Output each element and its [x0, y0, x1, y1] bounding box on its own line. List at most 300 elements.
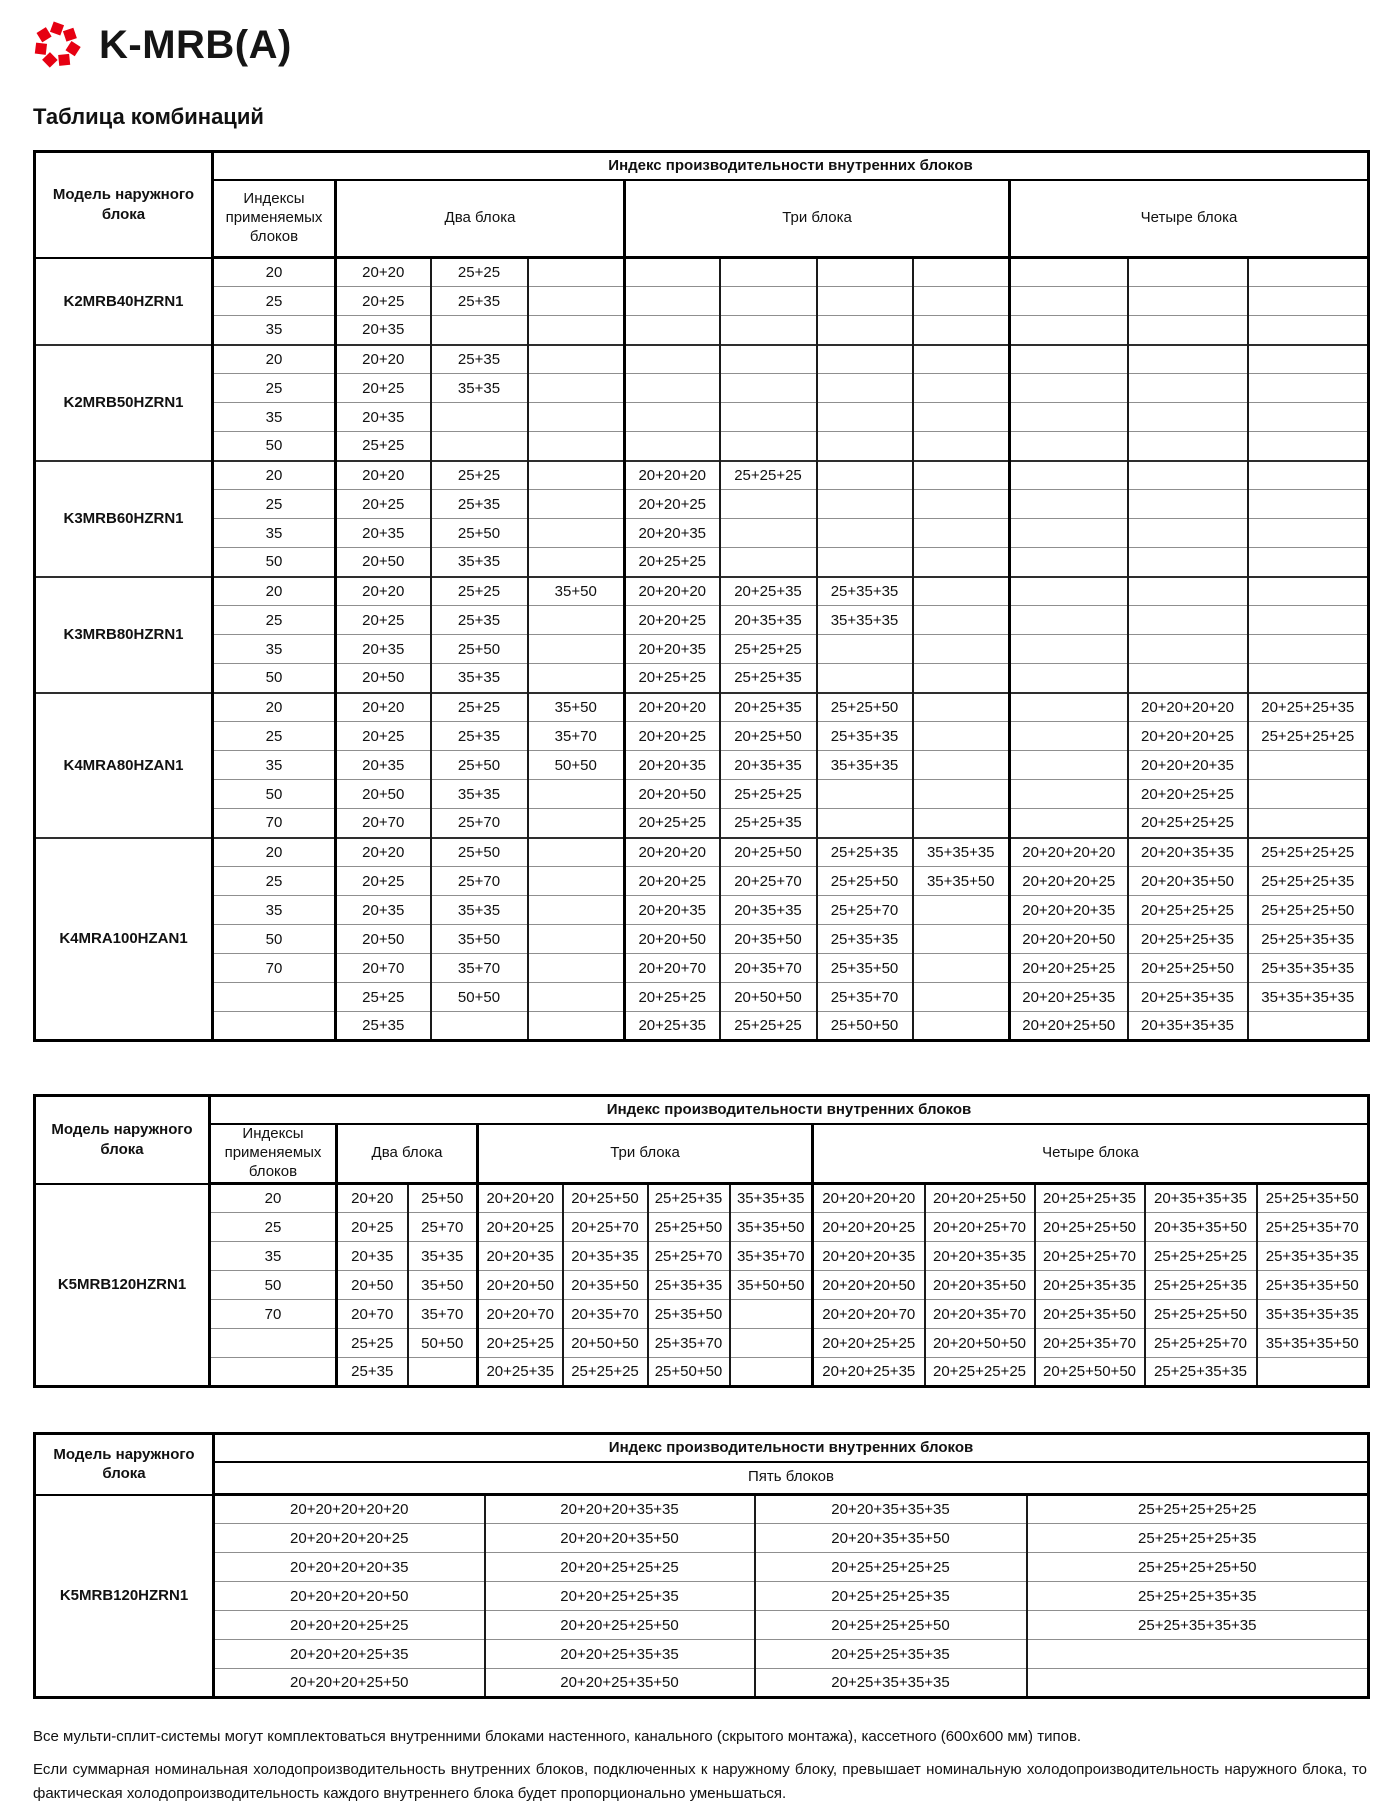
combo-cell: 20+25+25+35	[1128, 925, 1248, 954]
combo-cell: 20+20+20+35	[1128, 751, 1248, 780]
model-cell: K5MRB120HZRN1	[35, 1184, 210, 1387]
combo-cell	[1248, 432, 1369, 461]
combo-cell	[625, 374, 720, 403]
table-row	[35, 258, 1369, 287]
combo-cell	[720, 490, 817, 519]
combo-cell: 20+20+25	[625, 867, 720, 896]
combo-cell	[1248, 490, 1369, 519]
combo-cell	[528, 432, 625, 461]
combo-cell	[1128, 287, 1248, 316]
table-row	[35, 1271, 1369, 1300]
combo-cell	[1010, 780, 1128, 809]
combo-cell	[913, 374, 1010, 403]
combo-cell	[1128, 461, 1248, 490]
combo-cell	[625, 403, 720, 432]
combo-cell	[1257, 1358, 1369, 1387]
four-blocks-header: Четыре блока	[1010, 180, 1369, 258]
capacity-index-header: Индекс производительности внутренних блоков	[213, 152, 1369, 180]
combo-cell	[817, 635, 913, 664]
combo-cell: 20+20+25+50	[925, 1184, 1035, 1213]
index-cell: 25	[210, 1213, 337, 1242]
combo-cell: 20+20+20+50	[813, 1271, 925, 1300]
applied-index-header: Индексы применяемых блоков	[213, 180, 336, 258]
combo-cell: 35+35+35+50	[1257, 1329, 1369, 1358]
combo-cell: 20+25+25+35	[1035, 1184, 1145, 1213]
combo-cell	[1010, 403, 1128, 432]
model-column-header: Модель наружного блока	[35, 152, 213, 258]
combo-cell	[1128, 606, 1248, 635]
combo-cell	[913, 722, 1010, 751]
combo-cell	[1010, 635, 1128, 664]
combo-cell: 25+25+25+50	[1248, 896, 1369, 925]
combo-cell: 35+50	[528, 577, 625, 606]
index-cell	[213, 983, 336, 1012]
combo-cell: 20+20	[336, 258, 431, 287]
combo-cell: 20+25+35+35	[1128, 983, 1248, 1012]
combo-cell: 20+35+35	[720, 751, 817, 780]
table-row	[35, 1300, 1369, 1329]
combo-cell: 20+20+25+35+35	[485, 1640, 755, 1669]
combo-cell: 20+25	[337, 1213, 408, 1242]
combo-cell: 20+25	[336, 606, 431, 635]
page-title: Таблица комбинаций	[33, 104, 264, 129]
combo-cell: 25+25	[431, 461, 528, 490]
index-cell: 25	[213, 867, 336, 896]
combo-cell	[528, 519, 625, 548]
combo-cell: 20+25+35	[720, 693, 817, 722]
combo-cell: 20+20+20+25+25	[214, 1611, 485, 1640]
combo-cell	[817, 780, 913, 809]
combo-cell	[625, 345, 720, 374]
combo-cell	[720, 548, 817, 577]
combo-cell	[1248, 809, 1369, 838]
combo-cell	[1128, 374, 1248, 403]
index-cell: 50	[213, 548, 336, 577]
index-cell: 70	[213, 809, 336, 838]
table-row	[35, 345, 1369, 374]
table-row	[35, 1524, 1369, 1553]
model-cell: K4MRA100HZAN1	[35, 838, 213, 1041]
index-cell: 35	[213, 316, 336, 345]
combo-cell: 20+35+35+35	[1128, 1012, 1248, 1041]
combo-cell: 20+25+25+25	[925, 1358, 1035, 1387]
index-cell: 20	[213, 345, 336, 374]
combo-cell	[913, 403, 1010, 432]
combo-cell: 25+35+35+35	[1257, 1242, 1369, 1271]
combo-cell: 20+20+20+70	[813, 1300, 925, 1329]
combination-table-3	[33, 1432, 1370, 1699]
combo-cell: 25+25+25+35	[1248, 867, 1369, 896]
index-cell: 25	[213, 374, 336, 403]
combo-cell: 25+25+25+50	[1145, 1300, 1257, 1329]
table-row	[35, 896, 1369, 925]
combo-cell: 25+25+25+25	[1248, 838, 1369, 867]
combo-cell	[1128, 519, 1248, 548]
index-cell	[210, 1358, 337, 1387]
combo-cell: 25+25+70	[648, 1242, 730, 1271]
combo-cell	[817, 345, 913, 374]
combo-cell	[625, 316, 720, 345]
combo-cell: 25+50	[431, 751, 528, 780]
combo-cell: 25+25+25	[720, 780, 817, 809]
combo-cell	[1248, 1012, 1369, 1041]
combo-cell: 25+35	[337, 1358, 408, 1387]
combo-cell	[1027, 1640, 1369, 1669]
table-row	[35, 1582, 1369, 1611]
index-cell: 35	[213, 519, 336, 548]
combo-cell: 25+35	[431, 345, 528, 374]
combo-cell: 25+25+25	[563, 1358, 648, 1387]
combo-cell	[528, 838, 625, 867]
combo-cell: 25+25+35+50	[1257, 1184, 1369, 1213]
index-cell: 25	[213, 606, 336, 635]
table-row	[35, 693, 1369, 722]
table-row	[35, 1329, 1369, 1358]
index-cell: 50	[213, 780, 336, 809]
combo-cell: 25+25	[431, 577, 528, 606]
combo-cell: 20+35	[337, 1242, 408, 1271]
model-cell: K5MRB120HZRN1	[35, 1495, 214, 1698]
combo-cell: 20+20	[336, 693, 431, 722]
combo-cell: 20+25+25+25	[1128, 896, 1248, 925]
combo-cell: 20+35	[336, 751, 431, 780]
combo-cell: 20+20+35+70	[925, 1300, 1035, 1329]
combo-cell: 20+50	[337, 1271, 408, 1300]
combo-cell: 25+50	[431, 838, 528, 867]
combo-cell: 20+20+35+50	[1128, 867, 1248, 896]
combo-cell: 20+20+20+50	[1010, 925, 1128, 954]
combo-cell	[1010, 577, 1128, 606]
combo-cell: 20+20+20	[625, 693, 720, 722]
combo-cell: 20+20+20+35	[813, 1242, 925, 1271]
combo-cell: 20+20+25+25+25	[485, 1553, 755, 1582]
combo-cell: 25+50+50	[817, 1012, 913, 1041]
capacity-index-header: Индекс производительности внутренних блоков	[214, 1434, 1369, 1462]
combo-cell: 25+25+35	[720, 809, 817, 838]
index-cell: 35	[213, 896, 336, 925]
combo-cell: 25+25+25	[720, 1012, 817, 1041]
combo-cell	[1248, 316, 1369, 345]
table-row	[35, 548, 1369, 577]
index-cell: 25	[213, 490, 336, 519]
table-row	[35, 1495, 1369, 1524]
combo-cell	[913, 635, 1010, 664]
combo-cell: 20+25+50	[720, 722, 817, 751]
combo-cell: 20+20+20+20+35	[214, 1553, 485, 1582]
combo-cell: 25+25	[431, 693, 528, 722]
combo-cell: 25+25+25+25	[1145, 1242, 1257, 1271]
combo-cell: 20+25+70	[563, 1213, 648, 1242]
combo-cell	[913, 664, 1010, 693]
combo-cell: 25+35	[336, 1012, 431, 1041]
combo-cell: 25+50	[408, 1184, 478, 1213]
combo-cell: 20+20+20+35+35	[485, 1495, 755, 1524]
index-cell: 50	[213, 432, 336, 461]
combo-cell	[913, 519, 1010, 548]
index-cell: 70	[213, 954, 336, 983]
combo-cell: 20+25+25+35+35	[755, 1640, 1027, 1669]
combo-cell: 20+50	[336, 925, 431, 954]
combo-cell: 20+20+20+25	[813, 1213, 925, 1242]
combo-cell: 35+35+35+35	[1248, 983, 1369, 1012]
model-column-header: Модель наружного блока	[35, 1434, 214, 1495]
combo-cell: 20+35+35	[720, 896, 817, 925]
combo-cell	[720, 287, 817, 316]
combo-cell: 20+25+35	[720, 577, 817, 606]
combo-cell: 35+50	[528, 693, 625, 722]
combo-cell: 20+20+20+20	[1010, 838, 1128, 867]
combo-cell: 20+25	[336, 490, 431, 519]
combo-cell: 20+25+25+50	[1035, 1213, 1145, 1242]
combo-cell	[431, 403, 528, 432]
combo-cell: 25+50+50	[648, 1358, 730, 1387]
combo-cell	[817, 258, 913, 287]
combo-cell	[817, 403, 913, 432]
combo-cell: 25+35+35	[817, 925, 913, 954]
combo-cell: 25+25+25+25	[1248, 722, 1369, 751]
index-cell: 20	[210, 1184, 337, 1213]
combo-cell: 20+20+20+25+35	[214, 1640, 485, 1669]
model-column-header: Модель наружного блока	[35, 1096, 210, 1184]
combo-cell: 20+35+70	[563, 1300, 648, 1329]
combo-cell	[1128, 490, 1248, 519]
combo-cell: 20+25	[336, 722, 431, 751]
index-cell: 20	[213, 461, 336, 490]
combo-cell	[1128, 258, 1248, 287]
combo-cell: 20+25+35	[625, 1012, 720, 1041]
index-cell: 25	[213, 722, 336, 751]
footnotes	[33, 1725, 1367, 1805]
combo-cell: 25+25+35	[648, 1184, 730, 1213]
combo-cell: 20+20+25+70	[925, 1213, 1035, 1242]
combo-cell: 20+35+35+50	[1145, 1213, 1257, 1242]
index-cell	[213, 1012, 336, 1041]
combo-cell	[720, 519, 817, 548]
combo-cell: 20+50+50	[563, 1329, 648, 1358]
combo-cell	[913, 809, 1010, 838]
combo-cell: 20+20+20	[625, 838, 720, 867]
combo-cell: 25+25+35	[817, 838, 913, 867]
combo-cell	[431, 1012, 528, 1041]
combo-cell	[913, 287, 1010, 316]
combo-cell: 20+70	[336, 809, 431, 838]
combo-cell	[1128, 577, 1248, 606]
combo-cell: 25+35+70	[648, 1329, 730, 1358]
combo-cell	[730, 1358, 813, 1387]
combo-cell: 20+25+50+50	[1035, 1358, 1145, 1387]
combo-cell: 35+35+35	[730, 1184, 813, 1213]
combo-cell: 20+20+20	[478, 1184, 563, 1213]
table-row	[35, 287, 1369, 316]
table-row	[35, 490, 1369, 519]
combo-cell	[1010, 287, 1128, 316]
combo-cell: 25+25+70	[817, 896, 913, 925]
combo-cell	[625, 287, 720, 316]
combo-cell: 20+25+35	[478, 1358, 563, 1387]
combo-cell	[1248, 664, 1369, 693]
two-blocks-header: Два блока	[336, 180, 625, 258]
combo-cell	[1248, 519, 1369, 548]
combo-cell: 20+25+25+35	[1248, 693, 1369, 722]
combo-cell: 25+35	[431, 722, 528, 751]
combo-cell	[1248, 403, 1369, 432]
three-blocks-header: Три блока	[625, 180, 1010, 258]
combo-cell: 20+20+35+35+35	[755, 1495, 1027, 1524]
combo-cell: 20+35+35	[563, 1242, 648, 1271]
combo-cell: 20+20	[336, 577, 431, 606]
combo-cell: 25+25+25+70	[1145, 1329, 1257, 1358]
combo-cell: 20+25+25+25+50	[755, 1611, 1027, 1640]
combo-cell	[1027, 1669, 1369, 1698]
combo-cell: 25+25+25	[720, 461, 817, 490]
combo-cell	[1010, 548, 1128, 577]
combo-cell	[1248, 606, 1369, 635]
combo-cell: 20+35+35+35	[1145, 1184, 1257, 1213]
combo-cell	[1010, 316, 1128, 345]
index-cell: 35	[213, 751, 336, 780]
combo-cell: 35+35	[431, 548, 528, 577]
combo-cell: 20+20+50	[478, 1271, 563, 1300]
combo-cell	[913, 548, 1010, 577]
combo-cell	[913, 577, 1010, 606]
combo-cell	[1128, 345, 1248, 374]
capacity-index-header: Индекс производительности внутренних блоков	[210, 1096, 1369, 1124]
table-row	[35, 1242, 1369, 1271]
combo-cell	[817, 461, 913, 490]
index-cell	[210, 1329, 337, 1358]
combo-cell: 25+35	[431, 287, 528, 316]
combo-cell: 35+50	[408, 1271, 478, 1300]
table2-body	[35, 1184, 1369, 1387]
combo-cell: 20+25	[336, 867, 431, 896]
combo-cell	[817, 287, 913, 316]
combo-cell: 25+25+35+35	[1248, 925, 1369, 954]
table-row	[35, 432, 1369, 461]
combo-cell: 20+20	[337, 1184, 408, 1213]
combo-cell: 25+25+35+35	[1145, 1358, 1257, 1387]
combination-table-2	[33, 1094, 1370, 1388]
combo-cell	[528, 954, 625, 983]
model-cell: K4MRA80HZAN1	[35, 693, 213, 838]
combo-cell	[817, 374, 913, 403]
combo-cell: 25+70	[431, 867, 528, 896]
combo-cell	[408, 1358, 478, 1387]
table-row	[35, 1184, 1369, 1213]
table-row	[35, 635, 1369, 664]
combo-cell: 25+25	[431, 258, 528, 287]
table-row	[35, 1358, 1369, 1387]
combo-cell: 20+20+35	[625, 896, 720, 925]
combo-cell: 25+25+25	[720, 635, 817, 664]
combo-cell: 20+35	[336, 519, 431, 548]
combo-cell: 35+35	[431, 374, 528, 403]
combo-cell: 20+25+25+25+25	[755, 1553, 1027, 1582]
table-row	[35, 751, 1369, 780]
combo-cell	[730, 1329, 813, 1358]
combo-cell: 20+50	[336, 548, 431, 577]
combo-cell	[1248, 374, 1369, 403]
combo-cell: 20+20	[336, 345, 431, 374]
combo-cell: 25+70	[408, 1213, 478, 1242]
combo-cell: 20+20+20+35	[1010, 896, 1128, 925]
combo-cell	[1128, 664, 1248, 693]
combo-cell: 20+25+50	[720, 838, 817, 867]
combo-cell	[625, 258, 720, 287]
combo-cell	[720, 258, 817, 287]
product-name: K-MRB(A)	[99, 22, 292, 67]
combo-cell	[528, 664, 625, 693]
combo-cell: 35+70	[431, 954, 528, 983]
combo-cell: 20+20	[336, 461, 431, 490]
combo-cell: 25+25	[337, 1329, 408, 1358]
combo-cell	[720, 432, 817, 461]
combo-cell	[817, 490, 913, 519]
combo-cell	[1128, 316, 1248, 345]
combo-cell: 20+20+20	[625, 577, 720, 606]
combo-cell: 25+35+50	[817, 954, 913, 983]
combo-cell: 20+50	[336, 664, 431, 693]
combo-cell	[528, 809, 625, 838]
combo-cell: 25+25+35	[720, 664, 817, 693]
combo-cell: 25+35+35	[817, 577, 913, 606]
combo-cell: 20+20+20+20+20	[214, 1495, 485, 1524]
combo-cell: 35+35+50	[913, 867, 1010, 896]
model-cell: K2MRB50HZRN1	[35, 345, 213, 461]
combo-cell	[1010, 693, 1128, 722]
combo-cell: 20+20	[336, 838, 431, 867]
combo-cell: 20+25+25	[625, 983, 720, 1012]
combo-cell	[1128, 403, 1248, 432]
combo-cell: 25+35+35	[817, 722, 913, 751]
combo-cell: 25+25+50	[817, 693, 913, 722]
index-cell: 20	[213, 838, 336, 867]
combo-cell	[1128, 432, 1248, 461]
combo-cell: 20+35+35	[720, 606, 817, 635]
combo-cell: 35+35+35	[913, 838, 1010, 867]
combo-cell: 20+20+20+25+50	[214, 1669, 485, 1698]
combo-cell: 25+25+25+35	[1145, 1271, 1257, 1300]
combo-cell	[431, 432, 528, 461]
combo-cell	[1010, 751, 1128, 780]
combo-cell: 20+20+25+25	[813, 1329, 925, 1358]
combo-cell: 20+25	[336, 374, 431, 403]
combo-cell	[1248, 287, 1369, 316]
combo-cell	[1248, 780, 1369, 809]
combo-cell	[528, 1012, 625, 1041]
combo-cell	[913, 780, 1010, 809]
combo-cell: 20+20+25+35	[1010, 983, 1128, 1012]
combo-cell	[817, 432, 913, 461]
combo-cell	[528, 490, 625, 519]
combo-cell: 20+35+50	[563, 1271, 648, 1300]
combo-cell: 20+35	[336, 896, 431, 925]
combo-cell	[1010, 809, 1128, 838]
combo-cell: 20+20+25	[625, 722, 720, 751]
index-cell: 35	[210, 1242, 337, 1271]
combo-cell	[913, 693, 1010, 722]
index-cell: 50	[210, 1271, 337, 1300]
combo-cell: 20+20+25+25+50	[485, 1611, 755, 1640]
combo-cell: 25+25+35+35+35	[1027, 1611, 1369, 1640]
table-row	[35, 1640, 1369, 1669]
table-row	[35, 780, 1369, 809]
combo-cell	[817, 519, 913, 548]
combo-cell: 20+20+50+50	[925, 1329, 1035, 1358]
table-row	[35, 1611, 1369, 1640]
combo-cell	[528, 345, 625, 374]
combo-cell	[913, 925, 1010, 954]
combo-cell: 20+25+25+50	[1128, 954, 1248, 983]
